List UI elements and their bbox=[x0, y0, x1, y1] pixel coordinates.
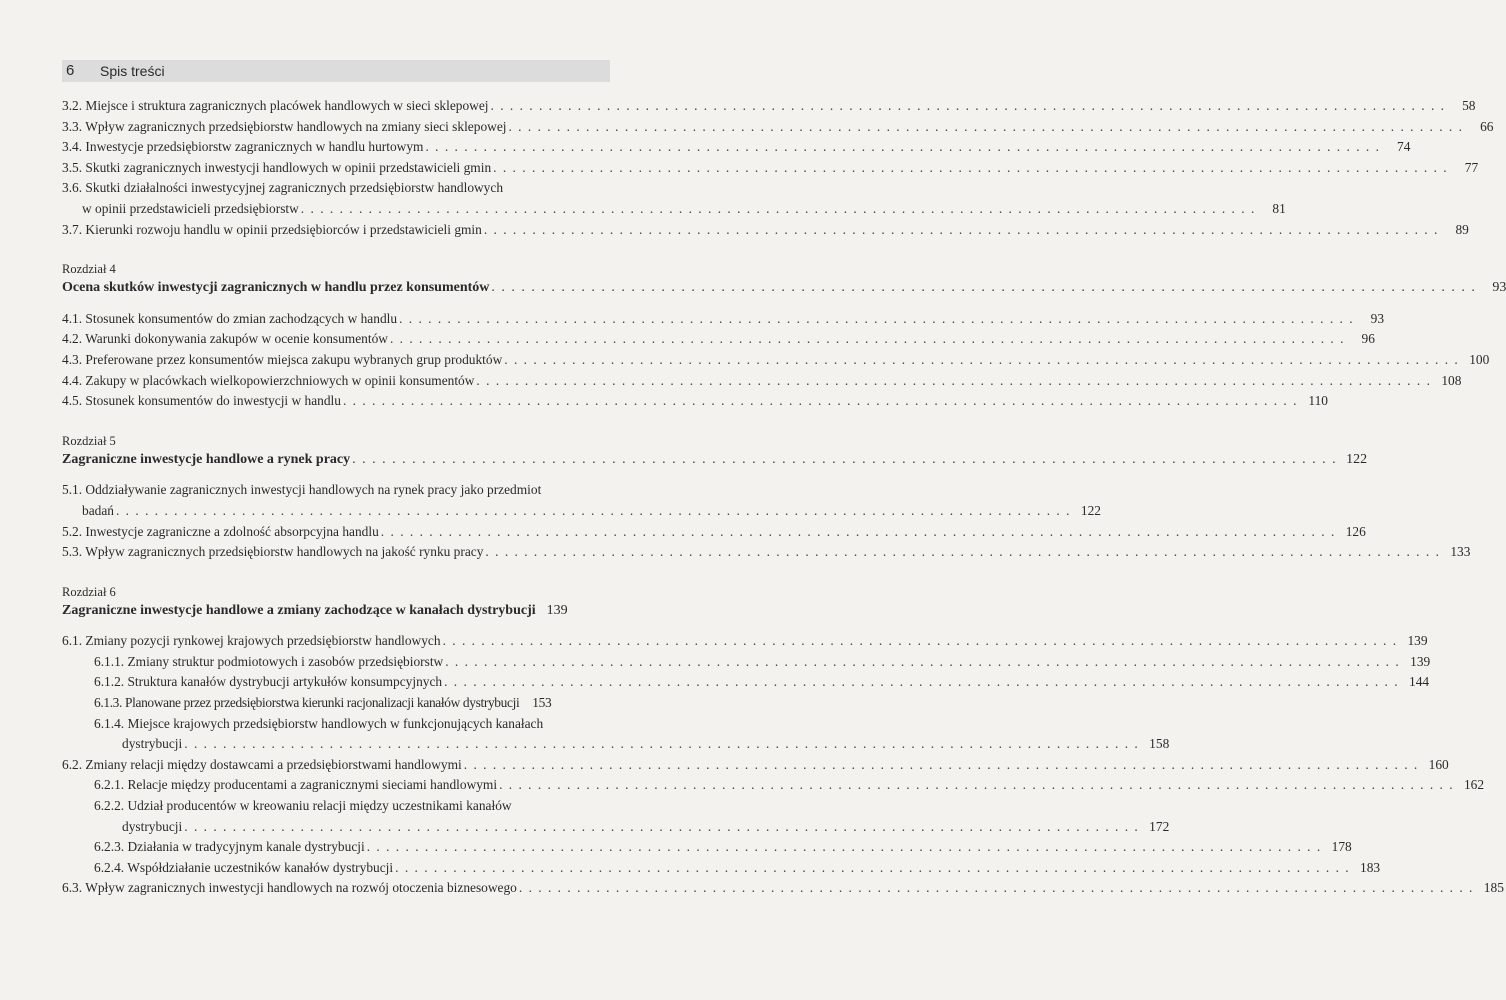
leader-dots: . . . . . . . . . . . . . . . . . . . . . . . . . . . . . . . . . . . . . . . . . . . . . . . . . . . . . . . . . . . . . . . . . . . . . . . . . . . . . . . . . . . . . . . . . . . . . . . . . . . bbox=[366, 839, 1322, 855]
toc-entry bbox=[62, 178, 607, 199]
toc-entry bbox=[62, 858, 1381, 879]
toc-entry-continuation bbox=[62, 199, 1286, 220]
toc-entry-page: 74 bbox=[1397, 139, 1411, 155]
running-title: Spis treści bbox=[100, 63, 165, 79]
leader-dots: . . . . . . . . . . . . . . . . . . . . . . . . . . . . . . . . . . . . . . . . . . . . . . . . . . . . . . . . . . . . . . . . . . . . . . . . . . . . . . . . . . . . . . . . . . . . . . . . . . . bbox=[380, 523, 1336, 539]
page-number: 6 bbox=[66, 62, 75, 79]
chapter-title bbox=[62, 450, 1368, 471]
toc-entry-page: 77 bbox=[1464, 159, 1479, 175]
toc-entry bbox=[62, 878, 1504, 899]
toc-entry-text: 4.4. Zakupy w placówkach wielkopowierzchniowych w opinii konsumentów bbox=[62, 372, 475, 388]
chapter-title-text: Zagraniczne inwestycje handlowe a rynek pracy bbox=[62, 451, 351, 467]
toc-entry-continuation bbox=[62, 501, 1101, 522]
toc-entry-text: badań bbox=[82, 502, 114, 518]
toc-entry bbox=[62, 220, 1469, 241]
chapter-page: 93 bbox=[1492, 280, 1506, 296]
toc-entry bbox=[62, 158, 1479, 179]
leader-dots: . . . . . . . . . . . . . . . . . . . . . . . . . . . . . . . . . . . . . . . . . . . . . . . . . . . . . . . . . . . . . . . . . . . . . . . . . . . . . . . . . . . . . . . . . . . . . . . . . . . bbox=[508, 118, 1464, 134]
toc-entry-page: 66 bbox=[1480, 118, 1494, 134]
toc-entry-page: 89 bbox=[1455, 221, 1469, 237]
leader-dots: . . . . . . . . . . . . . . . . . . . . . . . . . . . . . . . . . . . . . . . . . . . . . . . . . . . . . . . . . . . . . . . . . . . . . . . . . . . . . . . . . . . . . . . . . . . . . . . . . . . bbox=[476, 372, 1432, 388]
toc-entry-text: 6.2.3. Działania w tradycyjnym kanale dystrybucji bbox=[94, 839, 365, 855]
toc-entry-page: 126 bbox=[1345, 523, 1366, 539]
toc-entry-text: 6.2.2. Udział producentów w kreowaniu relacji między uczestnikami kanałów bbox=[94, 798, 512, 814]
toc-entry-text: dystrybucji bbox=[122, 736, 183, 752]
toc-entry-text: 6.1.4. Miejsce krajowych przedsiębiorstw handlowych w funkcjonujących kanałach bbox=[94, 715, 544, 731]
toc-entry-text: 6.1.2. Struktura kanałów dystrybucji artykułów konsumpcyjnych bbox=[94, 674, 443, 690]
leader-dots: . . . . . . . . . . . . . . . . . . . . . . . . . . . . . . . . . . . . . . . . . . . . . . . . . . . . . . . . . . . . . . . . . . . . . . . . . . . . . . . . . . . . . . . . . . . . . . . . . . . bbox=[300, 200, 1256, 216]
toc-entry bbox=[62, 522, 1366, 543]
toc-entry bbox=[62, 117, 1494, 138]
leader-dots: . . . . . . . . . . . . . . . . . . . . . . . . . . . . . . . . . . . . . . . . . . . . . . . . . . . . . . . . . . . . . . . . . . . . . . . . . . . . . . . . . . . . . . . . . . . . . . . . . . . bbox=[425, 139, 1381, 155]
toc-entry-page: 93 bbox=[1370, 310, 1385, 326]
toc-entry-text: 6.1. Zmiany pozycji rynkowej krajowych przedsiębiorstw handlowych bbox=[62, 633, 441, 649]
chapter-page: 122 bbox=[1346, 451, 1368, 467]
toc-entry-page: 81 bbox=[1272, 200, 1286, 216]
toc-entry-page: 158 bbox=[1149, 736, 1170, 752]
leader-dots: . . . . . . . . . . . . . . . . . . . . . . . . . . . . . . . . . . . . . . . . . . . . . . . . . . . . . . . . . . . . . . . . . . . . . . . . . . . . . . . . . . . . . . . . . . . . . . . . . . . bbox=[493, 159, 1449, 175]
leader-dots: . . . . . . . . . . . . . . . . . . . . . . . . . . . . . . . . . . . . . . . . . . . . . . . . . . . . . . . . . . . . . . . . . . . . . . . . . . . . . . . . . . . . . . . . . . . . . . . . . . . bbox=[491, 280, 1477, 296]
toc-entry-text: 6.2.1. Relacje między producentami a zagranicznymi sieciami handlowymi bbox=[94, 777, 498, 793]
toc-entry-page: 100 bbox=[1469, 351, 1490, 367]
chapter-label: Rozdział 4 bbox=[62, 262, 116, 277]
leader-dots: . . . . . . . . . . . . . . . . . . . . . . . . . . . . . . . . . . . . . . . . . . . . . . . . . . . . . . . . . . . . . . . . . . . . . . . . . . . . . . . . . . . . . . . . . . . . . . . . . . . bbox=[184, 736, 1140, 752]
toc-entry bbox=[62, 96, 1476, 117]
toc-entry-text: dystrybucji bbox=[122, 818, 183, 834]
toc-entry bbox=[62, 796, 607, 817]
toc-entry bbox=[62, 391, 1328, 412]
toc-entry-page: 185 bbox=[1483, 880, 1504, 896]
toc-entry-text: 6.3. Wpływ zagranicznych inwestycji handlowych na rozwój otoczenia biznesowego bbox=[62, 880, 517, 896]
chapter-page: 139 bbox=[546, 602, 568, 618]
toc-entry bbox=[62, 137, 1411, 158]
chapter-title bbox=[62, 601, 607, 622]
toc-entry-text: 4.1. Stosunek konsumentów do zmian zachodzących w handlu bbox=[62, 310, 398, 326]
toc-entry-page: 153 bbox=[532, 695, 552, 711]
toc-entry-page: 160 bbox=[1428, 756, 1449, 772]
chapter-title-text: Zagraniczne inwestycje handlowe a zmiany zachodzące w kanałach dystrybucji bbox=[62, 602, 536, 618]
toc-entry bbox=[62, 542, 1471, 563]
chapter-label: Rozdział 6 bbox=[62, 584, 116, 599]
toc-entry-text: 3.2. Miejsce i struktura zagranicznych placówek handlowych w sieci sklepowej bbox=[62, 98, 489, 113]
leader-dots: . . . . . . . . . . . . . . . . . . . . . . . . . . . . . . . . . . . . . . . . . . . . . . . . . . . . . . . . . . . . . . . . . . . . . . . . . . . . . . . . . . . . . . . . . . . . . . . . . . . bbox=[399, 310, 1355, 326]
toc-entry bbox=[62, 652, 1431, 673]
toc-entry bbox=[62, 371, 1462, 392]
leader-dots: . . . . . . . . . . . . . . . . . . . . . . . . . . . . . . . . . . . . . . . . . . . . . . . . . . . . . . . . . . . . . . . . . . . . . . . . . . . . . . . . . . . . . . . . . . . . . . . . . . . bbox=[115, 502, 1071, 518]
toc-entry-text: 3.6. Skutki działalności inwestycyjnej zagranicznych przedsiębiorstw handlowych bbox=[62, 180, 504, 196]
toc-entry-page: 144 bbox=[1409, 674, 1430, 690]
toc-entry-continuation bbox=[62, 817, 1170, 838]
toc-entry-text: 6.2.4. Współdziałanie uczestników kanałów dystrybucji bbox=[94, 859, 394, 875]
chapter-label: Rozdział 5 bbox=[62, 433, 116, 448]
toc-entry-text: 6.1.1. Zmiany struktur podmiotowych i zasobów przedsiębiorstw bbox=[94, 653, 444, 669]
toc-entry bbox=[62, 755, 1449, 776]
toc-entry-text: 4.5. Stosunek konsumentów do inwestycji w handlu bbox=[62, 393, 341, 409]
table-of-contents bbox=[62, 96, 1506, 899]
toc-entry-page: 139 bbox=[1410, 653, 1431, 669]
leader-dots: . . . . . . . . . . . . . . . . . . . . . . . . . . . . . . . . . . . . . . . . . . . . . . . . . . . . . . . . . . . . . . . . . . . . . . . . . . . . . . . . . . . . . . . . . . . . . . . . . . . bbox=[485, 544, 1441, 560]
toc-entry bbox=[62, 693, 607, 714]
toc-entry-page: 58 bbox=[1462, 98, 1476, 113]
toc-entry-text: 5.1. Oddziaływanie zagranicznych inwestycji handlowych na rynek pracy jako przedmiot bbox=[62, 482, 542, 498]
toc-entry-page: 133 bbox=[1450, 544, 1471, 560]
toc-entry-page: 110 bbox=[1308, 393, 1328, 409]
toc-entry-text: 3.4. Inwestycje przedsiębiorstw zagranicznych w handlu hurtowym bbox=[62, 139, 424, 155]
toc-entry bbox=[62, 775, 1485, 796]
toc-entry bbox=[62, 672, 1430, 693]
leader-dots: . . . . . . . . . . . . . . . . . . . . . . . . . . . . . . . . . . . . . . . . . . . . . . . . . . . . . . . . . . . . . . . . . . . . . . . . . . . . . . . . . . . . . . . . . . . . . . . . . . . bbox=[444, 674, 1400, 690]
toc-entry-page: 172 bbox=[1149, 818, 1170, 834]
toc-entry-page: 108 bbox=[1441, 372, 1462, 388]
running-header bbox=[62, 60, 610, 82]
toc-entry bbox=[62, 309, 1385, 330]
leader-dots: . . . . . . . . . . . . . . . . . . . . . . . . . . . . . . . . . . . . . . . . . . . . . . . . . . . . . . . . . . . . . . . . . . . . . . . . . . . . . . . . . . . . . . . . . . . . . . . . . . . bbox=[184, 818, 1140, 834]
toc-entry bbox=[62, 350, 1490, 371]
toc-entry-text: 6.2. Zmiany relacji między dostawcami a przedsiębiorstwami handlowymi bbox=[62, 756, 462, 772]
toc-entry-text: 3.5. Skutki zagranicznych inwestycji handlowych w opinii przedstawicieli gmin bbox=[62, 159, 492, 175]
leader-dots: . . . . . . . . . . . . . . . . . . . . . . . . . . . . . . . . . . . . . . . . . . . . . . . . . . . . . . . . . . . . . . . . . . . . . . . . . . . . . . . . . . . . . . . . . . . . . . . . . . . bbox=[463, 756, 1419, 772]
toc-entry-text: 5.3. Wpływ zagranicznych przedsiębiorstw handlowych na jakość rynku pracy bbox=[62, 544, 484, 560]
leader-dots: . . . . . . . . . . . . . . . . . . . . . . . . . . . . . . . . . . . . . . . . . . . . . . . . . . . . . . . . . . . . . . . . . . . . . . . . . . . . . . . . . . . . . . . . . . . . . . . . . . . bbox=[395, 859, 1351, 875]
toc-entry-page: 96 bbox=[1361, 331, 1375, 347]
toc-entry-page: 122 bbox=[1080, 502, 1101, 518]
leader-dots: . . . . . . . . . . . . . . . . . . . . . . . . . . . . . . . . . . . . . . . . . . . . . . . . . . . . . . . . . . . . . . . . . . . . . . . . . . . . . . . . . . . . . . . . . . . . . . . . . . . bbox=[483, 221, 1439, 237]
leader-dots: . . . . . . . . . . . . . . . . . . . . . . . . . . . . . . . . . . . . . . . . . . . . . . . . . . . . . . . . . . . . . . . . . . . . . . . . . . . . . . . . . . . . . . . . . . . . . . . . . . . bbox=[342, 393, 1298, 409]
toc-entry-continuation bbox=[62, 734, 1170, 755]
toc-entry-text: 4.2. Warunki dokonywania zakupów w ocenie konsumentów bbox=[62, 331, 388, 347]
toc-entry-text: w opinii przedstawicieli przedsiębiorstw bbox=[82, 200, 299, 216]
leader-dots: . . . . . . . . . . . . . . . . . . . . . . . . . . . . . . . . . . . . . . . . . . . . . . . . . . . . . . . . . . . . . . . . . . . . . . . . . . . . . . . . . . . . . . . . . . . . . . . . . . . bbox=[445, 653, 1401, 669]
toc-entry-text: 5.2. Inwestycje zagraniczne a zdolność absorpcyjna handlu bbox=[62, 523, 379, 539]
toc-entry-text: 6.1.3. Planowane przez przedsiębiorstwa kierunki racjonalizacji kanałów dystrybucji bbox=[94, 695, 520, 711]
toc-entry bbox=[62, 631, 1428, 652]
toc-entry bbox=[62, 714, 607, 735]
toc-entry-text: 4.3. Preferowane przez konsumentów miejsca zakupu wybranych grup produktów bbox=[62, 351, 503, 367]
toc-entry-page: 139 bbox=[1407, 633, 1428, 649]
chapter-title bbox=[62, 278, 1506, 299]
leader-dots: . . . . . . . . . . . . . . . . . . . . . . . . . . . . . . . . . . . . . . . . . . . . . . . . . . . . . . . . . . . . . . . . . . . . . . . . . . . . . . . . . . . . . . . . . . . . . . . . . . . bbox=[504, 351, 1460, 367]
chapter-title-text: Ocena skutków inwestycji zagranicznych w handlu przez konsumentów bbox=[62, 280, 490, 296]
toc-entry-text: 3.3. Wpływ zagranicznych przedsiębiorstw handlowych na zmiany sieci sklepowej bbox=[62, 118, 507, 134]
leader-dots: . . . . . . . . . . . . . . . . . . . . . . . . . . . . . . . . . . . . . . . . . . . . . . . . . . . . . . . . . . . . . . . . . . . . . . . . . . . . . . . . . . . . . . . . . . . . . . . . . . . bbox=[490, 98, 1446, 113]
toc-entry-page: 162 bbox=[1463, 777, 1485, 793]
toc-entry-text: 3.7. Kierunki rozwoju handlu w opinii przedsiębiorców i przedstawicieli gmin bbox=[62, 221, 482, 237]
toc-entry bbox=[62, 837, 1352, 858]
leader-dots: . . . . . . . . . . . . . . . . . . . . . . . . . . . . . . . . . . . . . . . . . . . . . . . . . . . . . . . . . . . . . . . . . . . . . . . . . . . . . . . . . . . . . . . . . . . . . . . . . . . bbox=[442, 633, 1398, 649]
toc-entry bbox=[62, 329, 1375, 350]
toc-entry bbox=[62, 480, 607, 501]
leader-dots: . . . . . . . . . . . . . . . . . . . . . . . . . . . . . . . . . . . . . . . . . . . . . . . . . . . . . . . . . . . . . . . . . . . . . . . . . . . . . . . . . . . . . . . . . . . . . . . . . . . bbox=[518, 880, 1474, 896]
toc-entry-page: 178 bbox=[1331, 839, 1352, 855]
leader-dots: . . . . . . . . . . . . . . . . . . . . . . . . . . . . . . . . . . . . . . . . . . . . . . . . . . . . . . . . . . . . . . . . . . . . . . . . . . . . . . . . . . . . . . . . . . . . . . . . . . . bbox=[352, 451, 1338, 467]
leader-dots: . . . . . . . . . . . . . . . . . . . . . . . . . . . . . . . . . . . . . . . . . . . . . . . . . . . . . . . . . . . . . . . . . . . . . . . . . . . . . . . . . . . . . . . . . . . . . . . . . . . bbox=[499, 777, 1455, 793]
leader-dots: . . . . . . . . . . . . . . . . . . . . . . . . . . . . . . . . . . . . . . . . . . . . . . . . . . . . . . . . . . . . . . . . . . . . . . . . . . . . . . . . . . . . . . . . . . . . . . . . . . . bbox=[389, 331, 1345, 347]
toc-entry-page: 183 bbox=[1360, 859, 1381, 875]
